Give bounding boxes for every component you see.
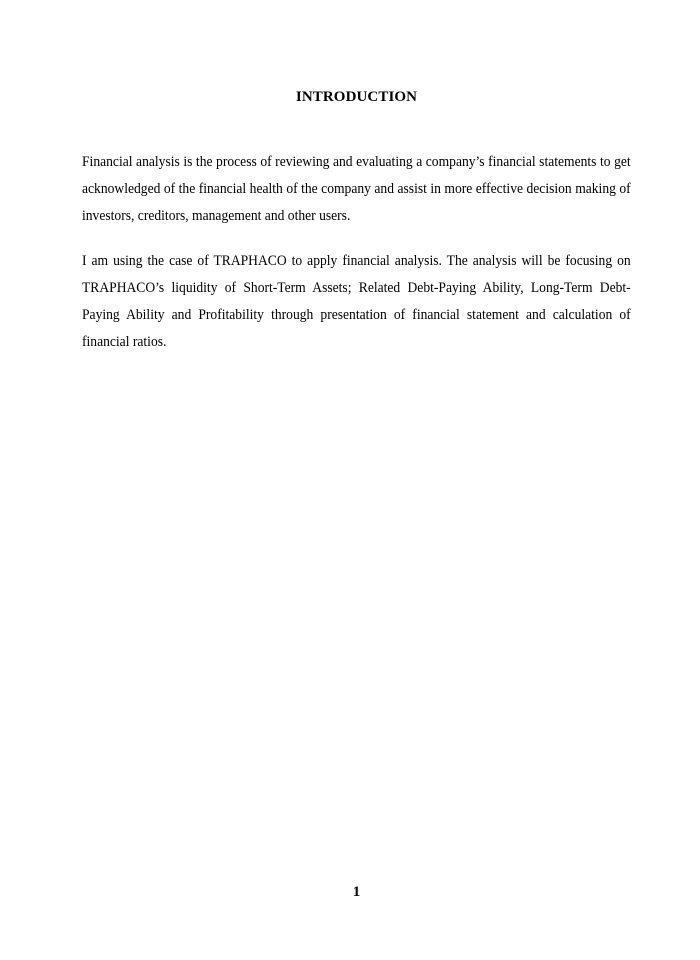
intro-paragraph-2: I am using the case of TRAPHACO to apply financial analysis. The analysis will be focusing on TRAPHACO’s liquidity of Short-Term Assets; Related Debt-Paying Ability, Long-Term Debt-Paying Ability and Profitability through presentation of financial statement and calculation of financial ratios. xyxy=(82,253,631,350)
intro-paragraph-1: Financial analysis is the process of reviewing and evaluating a company’s financial statements to get acknowledged of the financial health of the company and assist in more effective decision making of investors, creditors, management and other users. xyxy=(82,154,631,224)
page-title: INTRODUCTION xyxy=(295,89,418,105)
page-number: 1 xyxy=(352,884,361,900)
